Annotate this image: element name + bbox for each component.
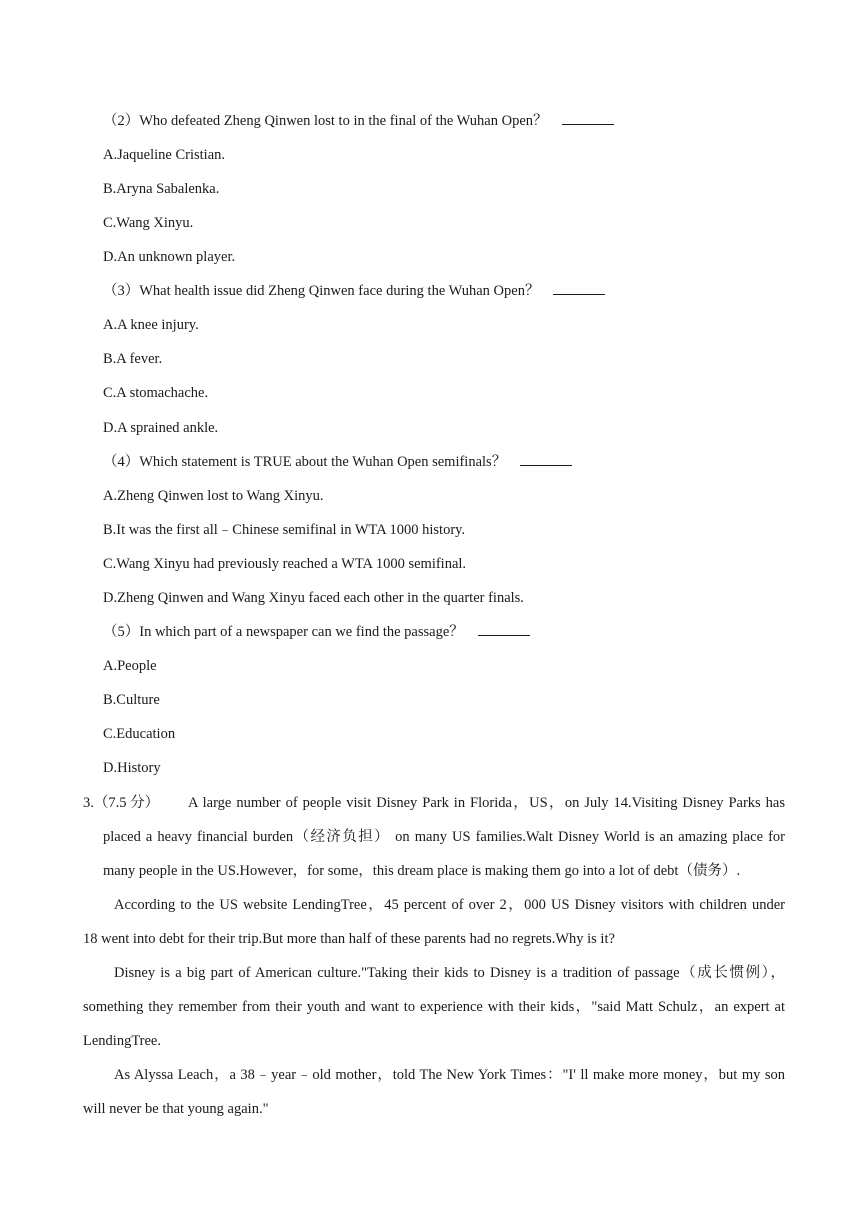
- section-3-p1-line1: A large number of people visit Disney Park in Florida，US，on July 14.Visiting Disney Parks has: [188, 795, 785, 811]
- section-3-p3-line1: Disney is a big part of American culture."Taking their kids to Disney is a tradition of passage（成长惯例），: [114, 965, 785, 981]
- question-4-stem: [103, 452, 572, 472]
- question-3-stem: [103, 281, 605, 301]
- question-3-text: （3）What health issue did Zheng Qinwen face during the Wuhan Open？: [103, 283, 540, 299]
- answer-blank-5[interactable]: [478, 622, 530, 636]
- question-5-text: （5）In which part of a newspaper can we find the passage？: [103, 624, 464, 640]
- section-3-p2-line1: According to the US website LendingTree，45 percent of over 2，000 US Disney visitors with children under: [114, 897, 785, 913]
- question-4-text: （4）Which statement is TRUE about the Wuhan Open semifinals？: [103, 454, 507, 470]
- question-5-stem: [103, 622, 530, 642]
- question-4-option-a: A.Zheng Qinwen lost to Wang Xinyu.: [103, 488, 324, 504]
- section-3-p4-line1: As Alyssa Leach，a 38﹣year﹣old mother，told The New York Times："I' ll make more money，but my son: [114, 1067, 785, 1083]
- question-5-option-b: B.Culture: [103, 692, 160, 708]
- section-3-p3-line3: LendingTree.: [83, 1033, 161, 1049]
- section-3-p2-line2: 18 went into debt for their trip.But more than half of these parents had no regrets.Why is it?: [83, 931, 615, 947]
- section-3-p3-line2: something they remember from their youth and want to experience with their kids，"said Matt Schulz，an expert at: [83, 999, 785, 1015]
- question-3-option-d: D.A sprained ankle.: [103, 420, 219, 436]
- answer-blank-4[interactable]: [520, 452, 572, 466]
- question-2-option-d: D.An unknown player.: [103, 249, 236, 265]
- question-3-option-b: B.A fever.: [103, 351, 163, 367]
- question-2-option-b: B.Aryna Sabalenka.: [103, 181, 220, 197]
- question-2-option-c: C.Wang Xinyu.: [103, 215, 194, 231]
- question-3-option-a: A.A knee injury.: [103, 317, 199, 333]
- section-3-p1-line3: many people in the US.However，for some，this dream place is making them go into a lot of debt（债务）.: [103, 863, 741, 879]
- question-5-option-a: A.People: [103, 658, 157, 674]
- question-4-option-d: D.Zheng Qinwen and Wang Xinyu faced each other in the quarter finals.: [103, 590, 524, 606]
- section-3-p4-line2: will never be that young again.": [83, 1101, 269, 1117]
- section-3-number: 3.（7.5 分）: [83, 795, 160, 811]
- question-2-stem: [103, 111, 614, 131]
- question-5-option-d: D.History: [103, 760, 161, 776]
- question-2-text: （2）Who defeated Zheng Qinwen lost to in the final of the Wuhan Open？: [103, 113, 548, 129]
- answer-blank-2[interactable]: [562, 111, 614, 125]
- section-3-p1-line2: placed a heavy financial burden（经济负担） on many US families.Walt Disney World is an amazing place for: [103, 829, 785, 845]
- question-4-option-b: B.It was the first all﹣Chinese semifinal in WTA 1000 history.: [103, 522, 466, 538]
- question-2-option-a: A.Jaqueline Cristian.: [103, 147, 226, 163]
- question-5-option-c: C.Education: [103, 726, 176, 742]
- answer-blank-3[interactable]: [553, 281, 605, 295]
- question-3-option-c: C.A stomachache.: [103, 385, 209, 401]
- question-4-option-c: C.Wang Xinyu had previously reached a WTA 1000 semifinal.: [103, 556, 467, 572]
